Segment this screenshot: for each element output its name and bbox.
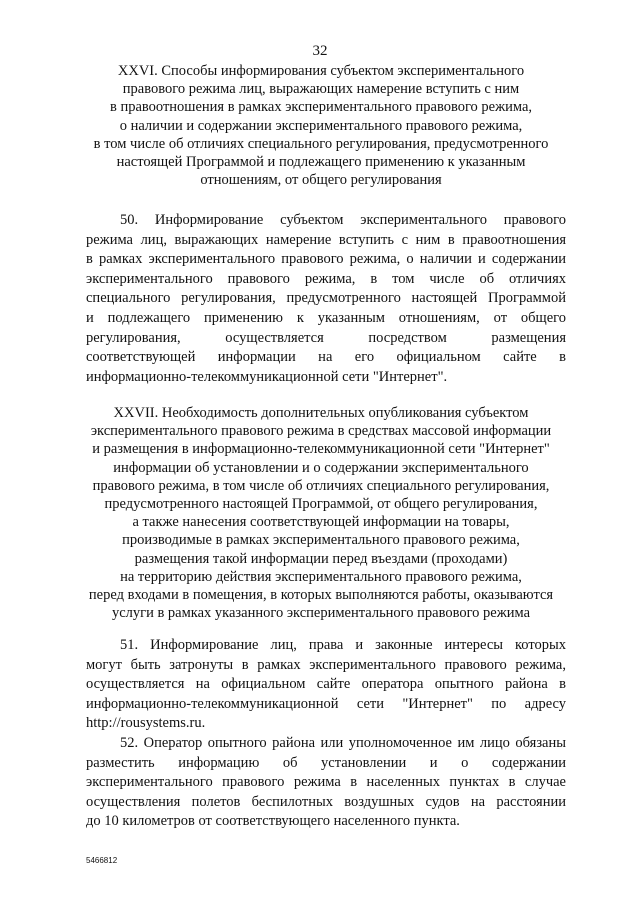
heading-line: услуги в рамках указанного экспериментального правового режима <box>111 605 531 622</box>
heading-line: предусмотренного настоящей Программой, от общего регулирования, <box>104 496 538 513</box>
heading-line: в том числе об отличиях специального регулирования, предусмотренного <box>93 135 549 152</box>
heading-line: информации об установлении и о содержании экспериментального <box>113 459 529 476</box>
paragraph-line: 51. Информирование лиц, права и законные интересы которых <box>120 637 566 653</box>
heading-line: экспериментального правового режима в средствах массовой информации <box>90 423 552 440</box>
section-27-heading <box>76 404 566 622</box>
heading-line: перед входами в помещения, в которых выполняются работы, оказываются <box>88 587 554 604</box>
heading-line: размещения такой информации перед въездами (проходами) <box>134 550 508 567</box>
heading-line: производимые в рамках экспериментального правового режима, <box>122 532 520 549</box>
paragraph-line: 52. Оператор опытного района или уполномоченное им лицо обязаны <box>120 735 566 751</box>
paragraph-line: и подлежащего применению к указанным отношениям, от общего <box>86 309 566 326</box>
heading-line: на территорию действия экспериментального правового режима, <box>120 568 522 585</box>
heading-line: XXVI. Способы информирования субъектом экспериментального <box>117 63 525 79</box>
heading-line: в правоотношения в рамках экспериментального правового режима, <box>109 99 533 116</box>
paragraph-line: экспериментального правового режима в населенных пунктах в случае <box>86 774 566 791</box>
paragraph-51 <box>86 636 566 734</box>
heading-line: правового режима, в том числе об отличиях специального регулирования, <box>92 477 550 494</box>
paragraph-line: информационно-телекоммуникационной сети "Интернет" по адресу <box>86 695 566 712</box>
page-number: 32 <box>312 43 328 59</box>
heading-line: XXVII. Необходимость дополнительных опубликования субъектом <box>113 405 529 421</box>
paragraph-line: разместить информацию об установлении и о содержании <box>86 754 566 771</box>
paragraph-line: экспериментального правового режима, в том числе об отличиях <box>86 270 566 287</box>
heading-line: и размещения в информационно-телекоммуникационной сети "Интернет" <box>92 441 550 458</box>
paragraph-line: до 10 километров от соответствующего населенного пункта. <box>86 813 460 830</box>
paragraph-line: могут быть затронуты в рамках экспериментального правового режима, <box>86 656 566 673</box>
paragraph-50 <box>86 211 566 387</box>
heading-line: настоящей Программой и подлежащего применению к указанным <box>116 154 526 171</box>
heading-line: а также нанесения соответствующей информации на товары, <box>132 514 510 531</box>
paragraph-line: соответствующей информации на его официальном сайте в <box>86 349 566 366</box>
heading-line: о наличии и содержании экспериментального правового режима, <box>119 117 523 134</box>
heading-line: отношениям, от общего регулирования <box>200 172 442 189</box>
paragraph-line: http://rousystems.ru. <box>86 715 206 732</box>
paragraph-line: в рамках экспериментального правового режима, о наличии и содержании <box>86 251 566 268</box>
section-26-heading <box>76 62 566 189</box>
paragraph-52 <box>86 734 566 832</box>
paragraph-line: осуществляется на официальном сайте оператора опытного района в <box>86 676 566 693</box>
paragraph-line: 50. Информирование субъектом экспериментального правового <box>120 212 566 228</box>
paragraph-line: осуществления полетов беспилотных воздушных судов на расстоянии <box>86 793 566 810</box>
document-code: 5466812 <box>86 856 118 865</box>
heading-line: правового режима лиц, выражающих намерение вступить с ним <box>122 81 520 98</box>
paragraph-line: регулирования, осуществляется посредством размещения <box>86 329 566 346</box>
paragraph-line: информационно-телекоммуникационной сети "Интернет". <box>86 368 448 385</box>
paragraph-line: специального регулирования, предусмотренного настоящей Программой <box>86 290 566 307</box>
paragraph-line: режима лиц, выражающих намерение вступить с ним в правоотношения <box>86 231 566 248</box>
